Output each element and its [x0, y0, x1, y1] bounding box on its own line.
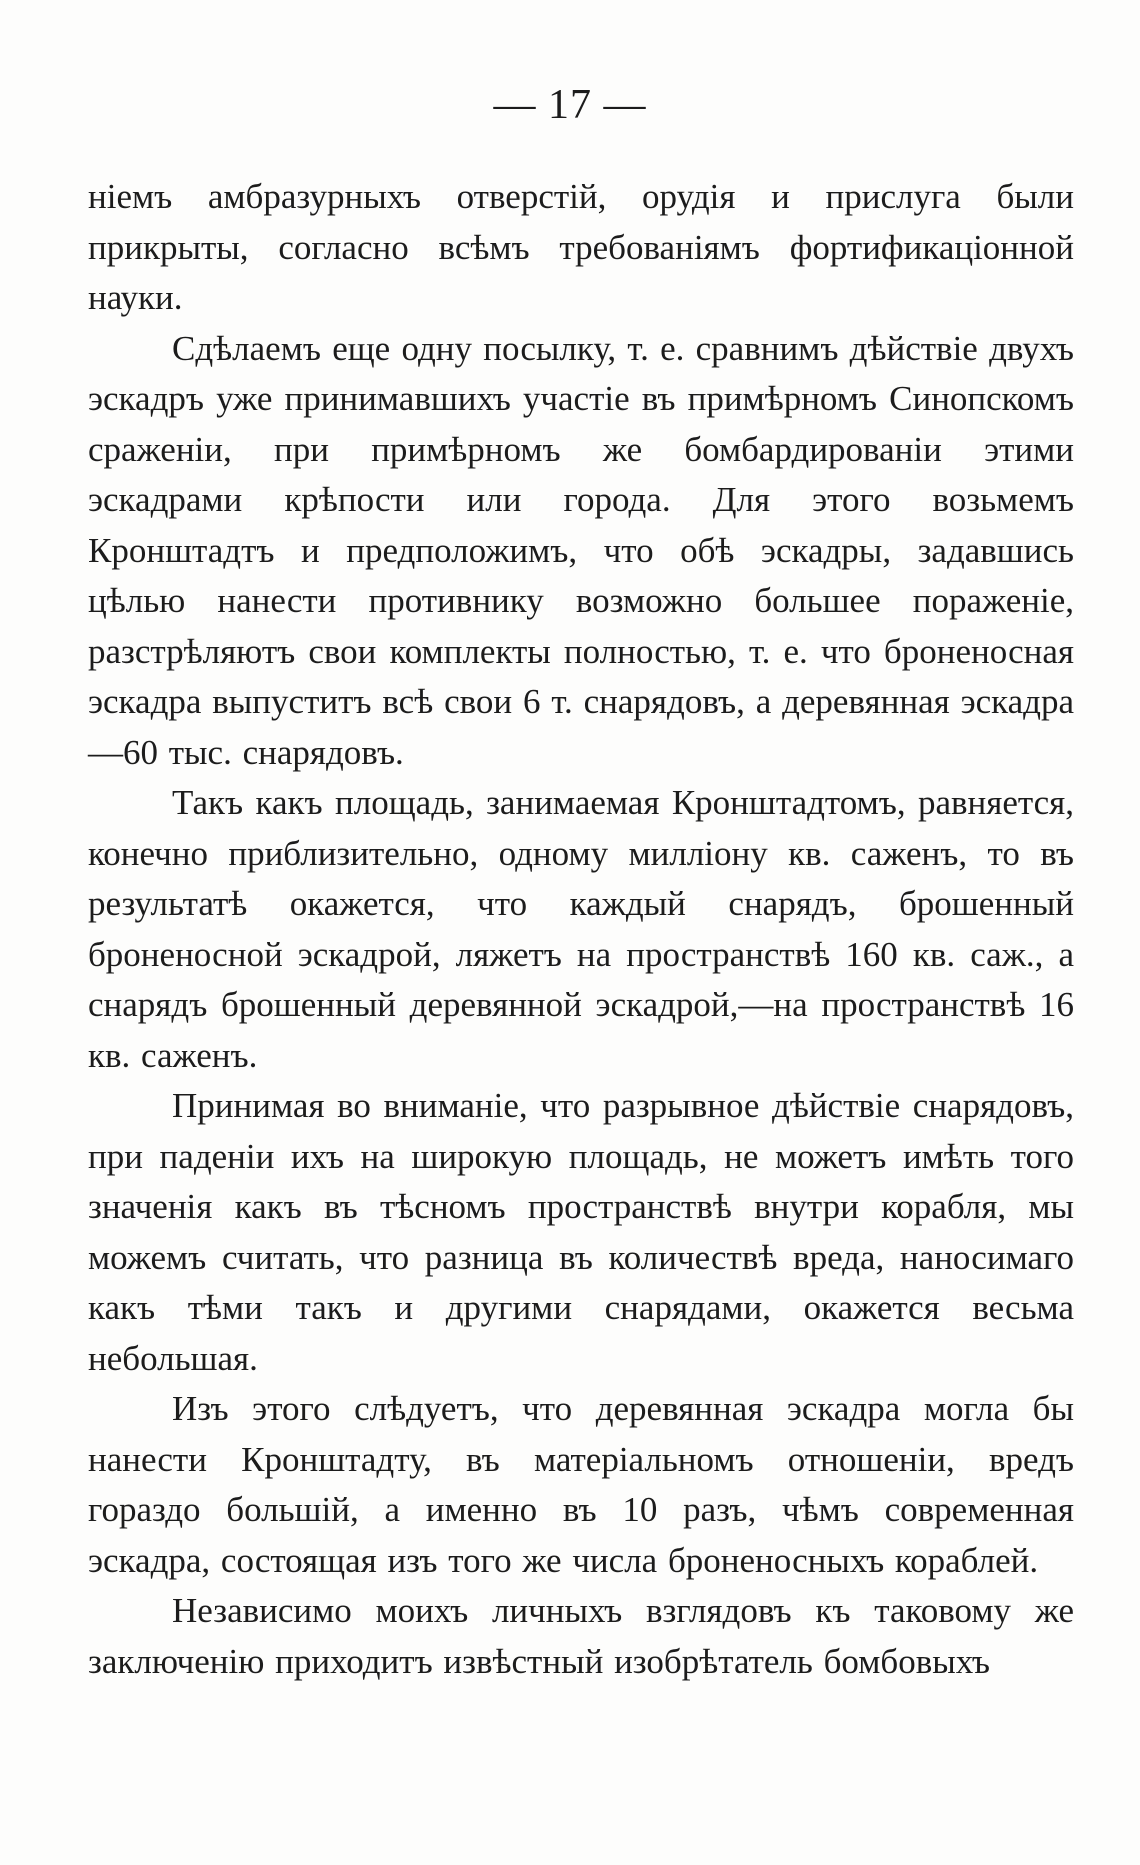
- paragraph: Изъ этого слѣдуетъ, что деревянная эскадра могла бы нанести Кронштадту, въ матеріальномъ отношеніи, вредъ гораздо большій, а именно въ 10 разъ, чѣмъ современная эскадра, состоящая изъ того же числа броненосныхъ кораблей.: [88, 1389, 1074, 1580]
- paragraph: Сдѣлаемъ еще одну посылку, т. е. сравнимъ дѣйствіе двухъ эскадръ уже принимавшихъ участіе въ примѣрномъ Синопскомъ сраженіи, при примѣрномъ же бомбардированіи этими эскадрами крѣпости или города. Для этого возьмемъ Кронштадтъ и предположимъ, что обѣ эскадры, задавшись цѣлью нанести противнику возможно большее пораженіе, разстрѣляютъ свои комплекты полностью, т. е. что броненосная эскадра выпуститъ всѣ свои 6 т. снарядовъ, а деревянная эскадра—60 тыс. снарядовъ.: [88, 328, 1074, 772]
- paragraph: Принимая во вниманіе, что разрывное дѣйствіе снарядовъ, при паденіи ихъ на широкую площадь, не можетъ имѣть того значенія какъ въ тѣсномъ пространствѣ внутри корабля, мы можемъ считать, что разница въ количествѣ вреда, наносимаго какъ тѣми такъ и другими снарядами, окажется весьма небольшая.: [88, 1086, 1074, 1378]
- paragraph: Такъ какъ площадь, занимаемая Кронштадтомъ, равняется, конечно приблизительно, одному милліону кв. саженъ, то въ результатѣ окажется, что каждый снарядъ, брошенный броненосной эскадрой, ляжетъ на пространствѣ 160 кв. саж., а снарядъ брошенный деревянной эскадрой,—на пространствѣ 16 кв. саженъ.: [88, 783, 1074, 1075]
- page-number: — 17 —: [493, 82, 647, 128]
- paragraph-continuation: ніемъ амбразурныхъ отверстій, орудія и прислуга были прикрыты, согласно всѣмъ требованіямъ фортификаціонной науки.: [88, 177, 1074, 317]
- body-text: [88, 172, 1074, 1687]
- paragraph: Независимо моихъ личныхъ взглядовъ къ таковому же заключенію приходитъ извѣстный изобрѣтатель бомбовыхъ: [88, 1591, 1074, 1681]
